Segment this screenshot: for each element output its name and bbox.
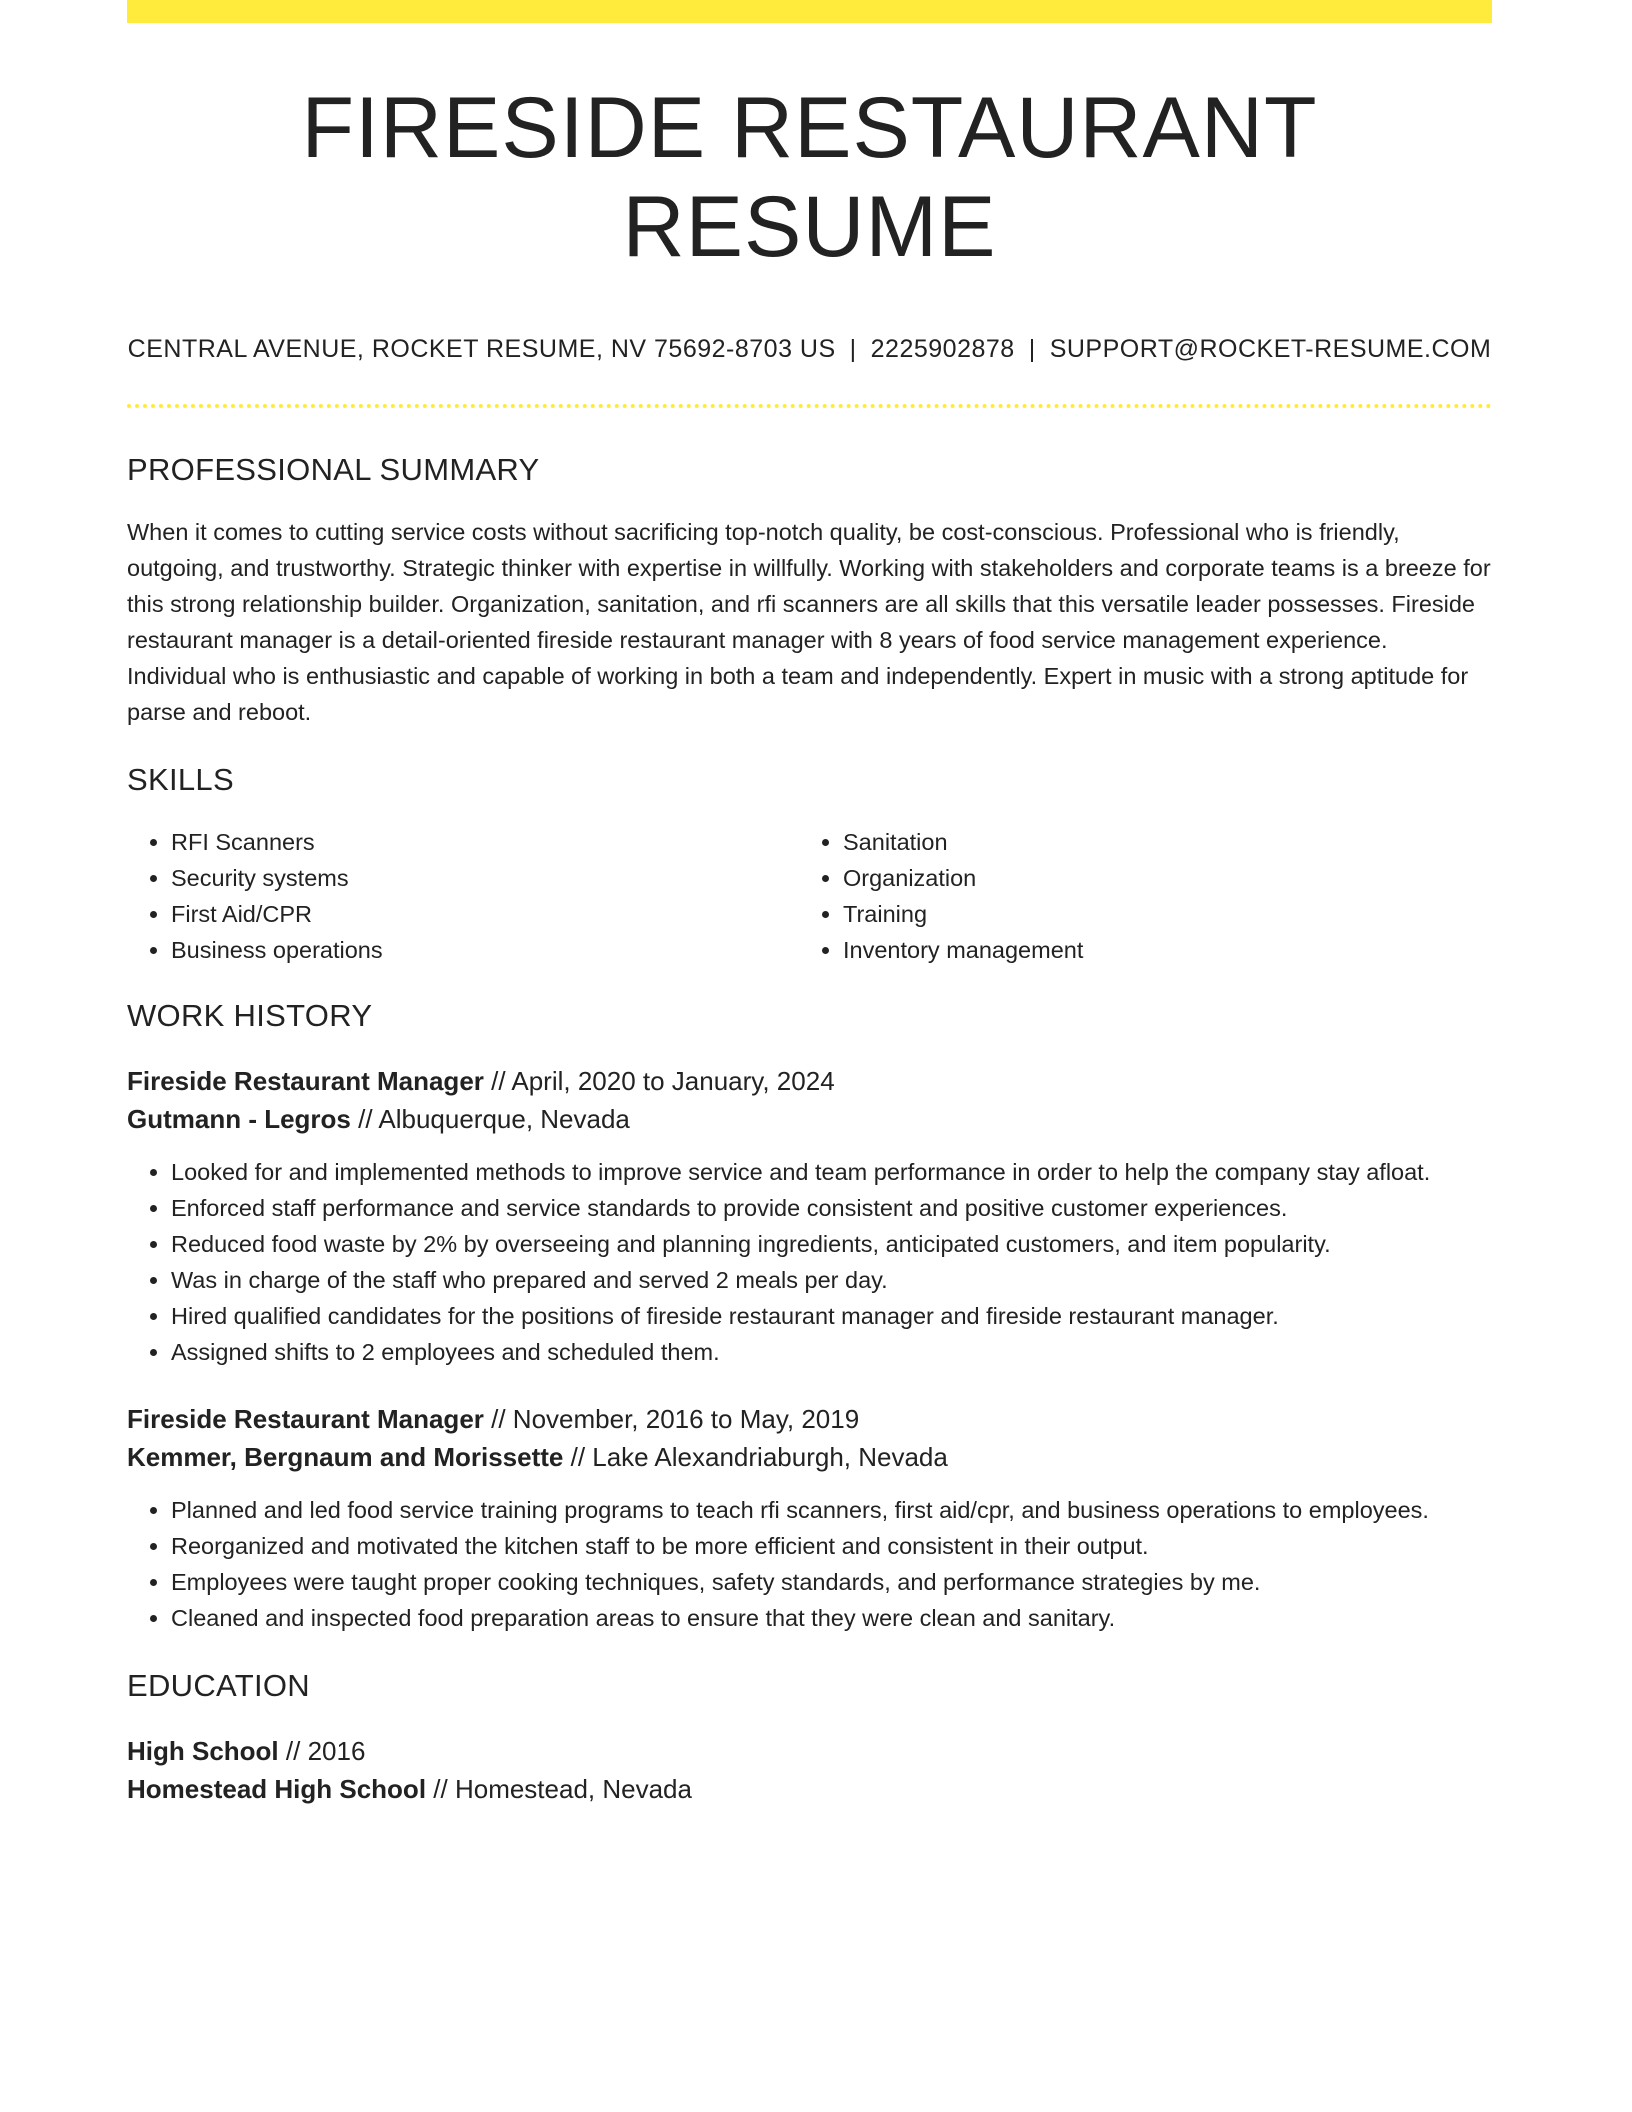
job-bullets xyxy=(127,1154,1492,1370)
job-title: Fireside Restaurant Manager xyxy=(127,1403,484,1434)
resume-name: FIRESIDE RESTAURANT RESUME xyxy=(301,80,1318,275)
job-dates: // April, 2020 to January, 2024 xyxy=(491,1065,835,1096)
job-bullet: • Was in charge of the staff who prepared and served 2 meals per day. xyxy=(171,1262,1492,1298)
skill-item: • Organization xyxy=(843,860,1471,896)
contact-separator: | xyxy=(849,334,857,363)
job-company: Gutmann - Legros xyxy=(127,1103,351,1134)
summary-text: When it comes to cutting service costs without sacrificing top-notch quality, be cost-conscious. Professional who is friendly, outgoing, and trustworthy. Strategic thinker with expertise in willfully. Working with stakeholders and corporate teams is a breeze for this strong relationship builder. Organization, sanitation, and rfi scanners are all skills that this versatile leader possesses. Fireside restaurant manager is a detail-oriented fireside restaurant manager with 8 years of food service management experience. Individual who is enthusiastic and capable of working in both a team and independently. Expert in music with a strong aptitude for parse and reboot. xyxy=(127,518,1491,725)
job-title-line xyxy=(127,1400,1492,1438)
skills-grid xyxy=(127,824,1492,968)
skill-item: • RFI Scanners xyxy=(171,824,799,860)
contact-address: CENTRAL AVENUE, ROCKET RESUME, NV 75692-8703 US xyxy=(127,334,836,363)
education-year: // 2016 xyxy=(285,1735,366,1766)
job-title: Fireside Restaurant Manager xyxy=(127,1065,484,1096)
skill-item: • Sanitation xyxy=(843,824,1471,860)
skills-heading: SKILLS xyxy=(127,761,234,797)
skills-column-right xyxy=(799,824,1471,968)
job-bullet: • Planned and led food service training programs to teach rfi scanners, first aid/cpr, and business operations to employees. xyxy=(171,1492,1492,1528)
education-heading: EDUCATION xyxy=(127,1667,310,1703)
education-degree: High School xyxy=(127,1735,279,1766)
job-company-line xyxy=(127,1438,1492,1476)
summary-heading: PROFESSIONAL SUMMARY xyxy=(127,451,540,487)
skill-item: • Inventory management xyxy=(843,932,1471,968)
job-bullet: • Assigned shifts to 2 employees and scheduled them. xyxy=(171,1334,1492,1370)
contact-separator: | xyxy=(1028,334,1036,363)
job-title-line xyxy=(127,1062,1492,1100)
job-entry xyxy=(127,1062,1492,1370)
skill-item: • First Aid/CPR xyxy=(171,896,799,932)
skill-item: • Business operations xyxy=(171,932,799,968)
job-bullet: • Reduced food waste by 2% by overseeing and planning ingredients, anticipated customers, and item popularity. xyxy=(171,1226,1492,1262)
skill-item: • Security systems xyxy=(171,860,799,896)
job-bullet: • Hired qualified candidates for the positions of fireside restaurant manager and fireside restaurant manager. xyxy=(171,1298,1492,1334)
dotted-divider xyxy=(127,404,1492,408)
job-bullet: • Looked for and implemented methods to improve service and team performance in order to help the company stay afloat. xyxy=(171,1154,1492,1190)
job-bullet: • Employees were taught proper cooking techniques, safety standards, and performance strategies by me. xyxy=(171,1564,1492,1600)
job-bullet: • Cleaned and inspected food preparation areas to ensure that they were clean and sanitary. xyxy=(171,1600,1492,1636)
job-location: // Lake Alexandriaburgh, Nevada xyxy=(570,1441,948,1472)
resume-page xyxy=(127,0,1492,1808)
job-bullet: • Enforced staff performance and service standards to provide consistent and positive customer experiences. xyxy=(171,1190,1492,1226)
job-bullets xyxy=(127,1492,1492,1636)
job-bullet: • Reorganized and motivated the kitchen staff to be more efficient and consistent in their output. xyxy=(171,1528,1492,1564)
education-school-line xyxy=(127,1770,1492,1808)
skills-column-left xyxy=(127,824,799,968)
job-dates: // November, 2016 to May, 2019 xyxy=(491,1403,860,1434)
job-company-line xyxy=(127,1100,1492,1138)
work-history-heading: WORK HISTORY xyxy=(127,997,373,1033)
job-location: // Albuquerque, Nevada xyxy=(358,1103,630,1134)
top-accent-bar xyxy=(127,0,1492,23)
education-degree-line xyxy=(127,1732,1492,1770)
job-company: Kemmer, Bergnaum and Morissette xyxy=(127,1441,564,1472)
contact-line xyxy=(127,335,1492,364)
contact-phone: 2225902878 xyxy=(870,334,1015,363)
education-entry xyxy=(127,1732,1492,1808)
education-school: Homestead High School xyxy=(127,1773,427,1804)
job-entry xyxy=(127,1400,1492,1636)
education-location: // Homestead, Nevada xyxy=(433,1773,692,1804)
contact-email: SUPPORT@ROCKET-RESUME.COM xyxy=(1049,334,1492,363)
skill-item: • Training xyxy=(843,896,1471,932)
